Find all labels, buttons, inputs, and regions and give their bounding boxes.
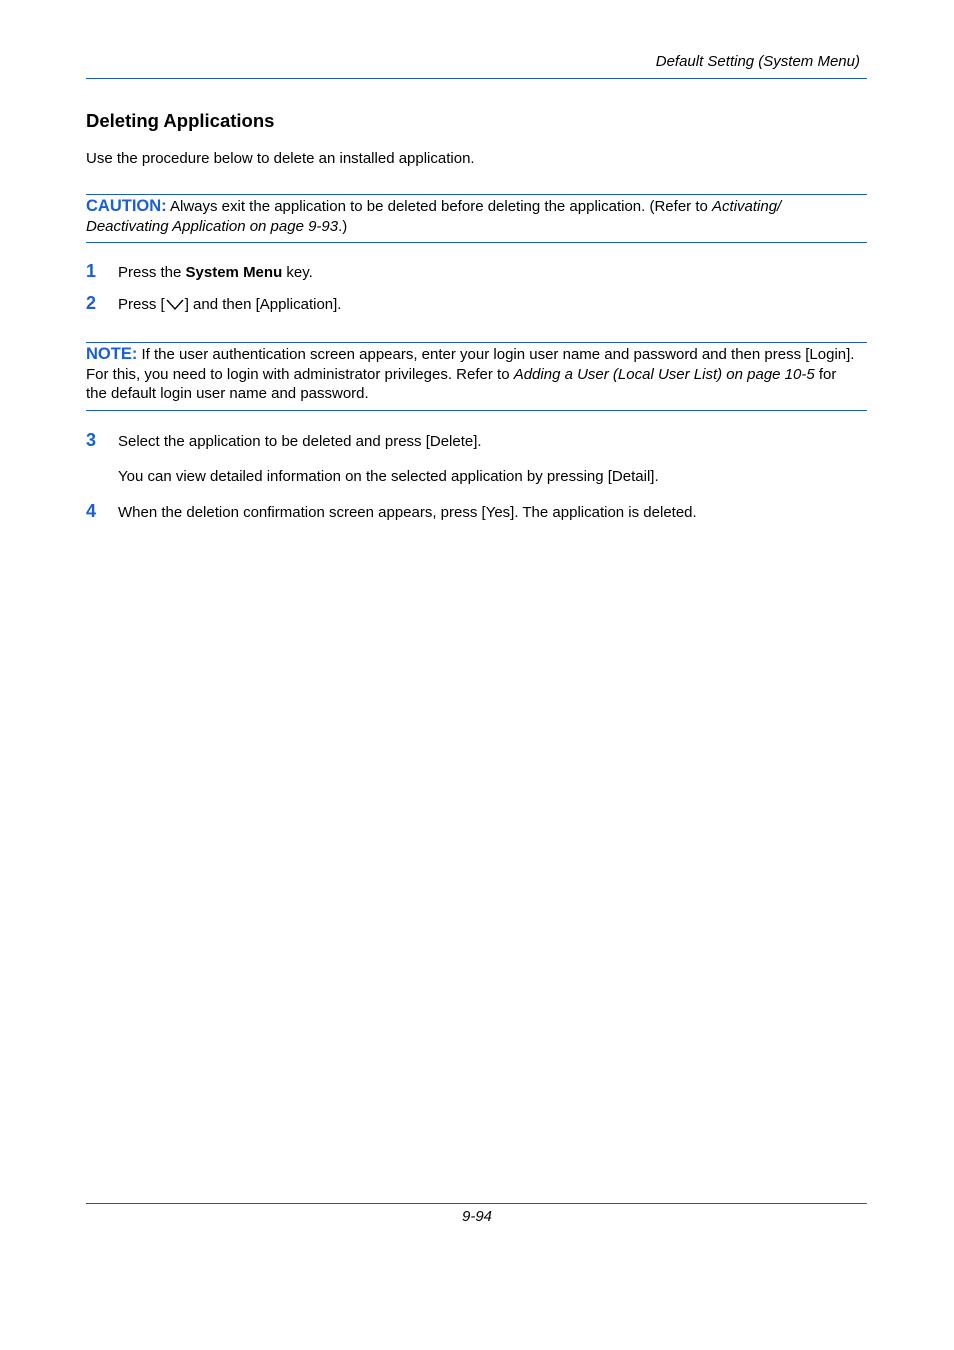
intro-text: Use the procedure below to delete an installed application. bbox=[86, 150, 475, 167]
note-bottom-rule bbox=[86, 410, 867, 411]
step-number: 1 bbox=[86, 261, 97, 281]
page-number: 9-94 bbox=[461, 1208, 493, 1225]
caution-label: CAUTION: bbox=[86, 197, 167, 215]
step-number: 2 bbox=[86, 293, 97, 313]
caution-box bbox=[86, 197, 856, 236]
header-rule bbox=[86, 78, 867, 79]
caution-text: Always exit the application to be deleted before deleting the application. (Refer to bbox=[166, 198, 713, 215]
chevron-down-icon bbox=[165, 297, 185, 311]
footer-rule bbox=[86, 1203, 867, 1204]
step-text: Press [ ] and then [Application]. bbox=[118, 296, 342, 313]
note-text-end: for the default login user name and password. bbox=[86, 365, 837, 402]
caution-top-rule bbox=[86, 194, 867, 195]
note-box bbox=[86, 345, 856, 404]
header-title: Default Setting (System Menu) bbox=[655, 53, 860, 70]
step-text: Press the System Menu key. bbox=[118, 264, 313, 281]
step-number: 4 bbox=[86, 501, 97, 521]
note-top-rule bbox=[86, 342, 867, 343]
caution-text-end: .) bbox=[338, 217, 348, 235]
caution-reference: Activating/ Deactivating Application on page 9-93 bbox=[86, 198, 782, 235]
note-label: NOTE: bbox=[86, 345, 138, 363]
step-text: When the deletion confirmation screen appears, press [Yes]. The application is deleted. bbox=[118, 504, 697, 521]
note-text: If the user authentication screen appears, enter your login user name and password and then press [Login]. For this, you need to login with administrator privileges. Refer to bbox=[86, 346, 855, 383]
step-text: Select the application to be deleted and press [Delete]. bbox=[118, 433, 482, 450]
system-menu-key: System Menu bbox=[185, 264, 283, 281]
note-reference: Adding a User (Local User List) on page 10-5 bbox=[513, 365, 815, 383]
section-title: Deleting Applications bbox=[86, 110, 275, 131]
caution-bottom-rule bbox=[86, 242, 867, 243]
step-number: 3 bbox=[86, 430, 97, 450]
step-subtext: You can view detailed information on the selected application by pressing [Detail]. bbox=[118, 468, 659, 485]
